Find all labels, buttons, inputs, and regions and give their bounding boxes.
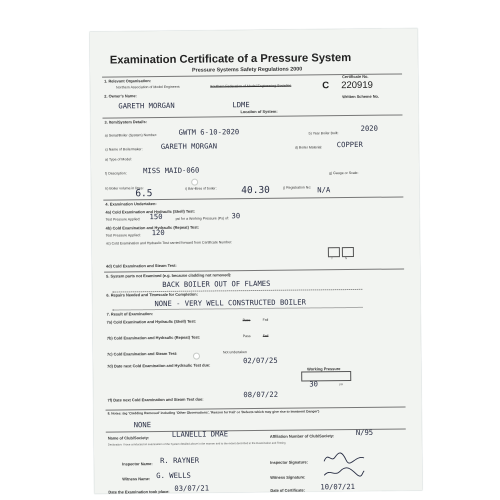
result-7b-fail: Fail: [262, 333, 269, 338]
owner-label: 2. Owner's Name:: [104, 93, 137, 99]
cert-no-label: Certificate No.: [342, 73, 369, 80]
no-box: [342, 247, 354, 257]
test-pressure-value: 150: [149, 211, 163, 222]
yes-box: [328, 247, 340, 257]
witness-label: Witness Name:: [122, 476, 151, 482]
affiliation-label: Affiliation Number of Club/Society:: [269, 433, 335, 439]
result-7a-fail: Fail: [262, 317, 269, 322]
registration-label: j) Registration No:: [283, 185, 312, 190]
gauge-label: g) Gauge or Scale:: [329, 170, 359, 176]
volume-value: 6.5: [135, 188, 153, 200]
working-pressure-label: psi for a Working Pressure (Ps) of:: [175, 216, 230, 221]
notes-value: NONE: [133, 420, 152, 430]
divider: [104, 268, 404, 272]
working-pressure-value: 30: [231, 211, 241, 221]
test-4b-label: 4b) Cold Examination and Hydraulic (Repeat) Test:: [105, 224, 199, 231]
divider: [102, 114, 402, 118]
inspector-value: R. RAYNER: [160, 455, 200, 466]
location-label: Location of System:: [240, 108, 278, 115]
description-value: MISS MAID-060: [143, 165, 200, 176]
year-label: b) Year Boiler Built:: [308, 131, 339, 136]
volume-label: h) Boiler volume in litres:: [105, 186, 144, 191]
club-label: Name of Club/Society:: [107, 435, 150, 441]
result-7b-pass: Pass: [242, 334, 251, 339]
serial-value: GWTM 6-10-2020: [178, 127, 240, 137]
steam-due-value: 08/07/22: [243, 389, 279, 400]
punch-hole: [193, 353, 200, 360]
exam-date-value: 03/07/21: [174, 483, 210, 493]
cert-date-value: 10/07/21: [320, 481, 356, 492]
witness-value: G. WELLS: [156, 470, 191, 481]
test-4c-label: 4c) Cold Examination and Hydraulic Test carried forward from Certificate Number:: [105, 240, 233, 246]
steam-due-label: 7f) Date next Cold Examination and Steam Test due:: [107, 396, 204, 403]
result-heading: 7. Result of Examination:: [106, 311, 154, 317]
bar-litres-value: 40.30: [241, 184, 270, 197]
notes-heading: 8. Notes: (eg 'Cladding Removed' including 'Other Observations', 'Reason for Fail' or 'Defects which may give rise to imminent Danger'): [107, 409, 320, 416]
location-value: LDME: [232, 100, 250, 110]
inspector-signature-label: Inspector Signature:: [270, 459, 308, 465]
test-4d-label: 4d) Cold Examination and Steam Test:: [106, 262, 177, 269]
cert-prefix: C: [322, 80, 330, 92]
underline: [113, 307, 363, 311]
witness-signature: [322, 465, 366, 479]
description-label: f) Description:: [105, 171, 127, 176]
yes-label: Y: [330, 256, 333, 261]
exam-undertaken-heading: 4. Examination Undertaken:: [105, 201, 157, 207]
hydraulic-due-value: 02/07/25: [242, 355, 278, 366]
parts-not-examined-value: BACK BOILER OUT OF FLAMES: [162, 278, 271, 289]
owner-name: GARETH MORGAN: [118, 100, 175, 111]
repeat-test-pressure-label: Test Pressure Applied:: [105, 233, 141, 238]
affiliation-value: N/95: [355, 427, 374, 437]
inspector-signature: [322, 449, 366, 465]
witness-signature-label: Witness Signature:: [270, 474, 306, 480]
bar-litres-label: i) Bar-litres of boiler:: [185, 186, 217, 191]
registration-value: N/A: [317, 185, 331, 195]
no-label: N: [344, 256, 348, 261]
declaration-text: Declaration: I have conducted an examination of the System detailed above in the manner and to the extent described in the Examination and Testing: [107, 441, 286, 447]
exam-date-label: Date the Examination took place:: [108, 488, 170, 495]
serial-label: a) Serial/Boiler (System) Number:: [104, 133, 158, 138]
test-4a-label: 4a) Cold Examination and Hydraulic (Shell) Test:: [105, 208, 195, 215]
result-7c-not-undertaken: Not undertaken: [222, 350, 247, 355]
club-value: LLANELLI DMAE: [171, 429, 229, 439]
model-type-label: a) Type of Model:: [104, 157, 132, 162]
cert-date-label: Date of Certificate:: [270, 487, 306, 493]
result-7c-label: 7c) Cold Examination and Steam Test:: [106, 350, 178, 357]
repeat-test-pressure-value: 120: [151, 227, 165, 238]
inspector-label: Inspector Name:: [122, 461, 153, 467]
punch-hole: [191, 179, 198, 186]
parts-not-examined-heading: 5. System parts not Examined (e.g. because cladding not removed):: [106, 272, 232, 279]
cert-number: 220919: [341, 79, 373, 92]
wp-box-label: Working Pressure: [307, 366, 341, 372]
wp-box-value: 30: [309, 379, 318, 389]
org-name-struck: Southern Federation of Model Engineering Societies: [210, 83, 292, 89]
builder-value: GARETH MORGAN: [160, 141, 218, 151]
builder-label: c) Name of Boilermaker:: [104, 147, 143, 152]
hydraulic-due-label: 7d) Date next Cold Examination and Hydraulic Test due:: [107, 362, 211, 369]
certificate-title: Examination Certificate of a Pressure System: [109, 51, 352, 67]
material-value: COPPER: [336, 139, 363, 150]
material-label: d) Boiler Material:: [294, 145, 323, 150]
repairs-heading: 6. Repairs Needed and Timescale for Completion:: [106, 291, 198, 298]
result-7a-pass: Pass: [242, 318, 251, 323]
repairs-value: NONE - VERY WELL CONSTRUCTED BOILER: [154, 297, 306, 309]
org-name: Northern Association of Model Engineers: [116, 84, 180, 90]
result-7b-label: 7b) Cold Examination and Hydraulic (Repeat) Test:: [106, 334, 201, 341]
regulations-subtitle: Pressure Systems Safety Regulations 2000: [191, 66, 303, 74]
year-value: 2020: [360, 123, 378, 133]
relevant-org-heading: 1. Relevant Organisation:: [104, 78, 152, 84]
psi-label: psi: [339, 382, 344, 387]
test-pressure-label: Test Pressure Applied:: [105, 217, 141, 222]
result-7a-label: 7a) Cold Examination and Hydraulic (Shell) Test:: [106, 318, 197, 325]
certificate-sheet: [90, 28, 423, 493]
written-scheme-label: Written Scheme No.: [342, 93, 379, 100]
item-details-heading: 3. Item/System Details:: [104, 119, 147, 125]
